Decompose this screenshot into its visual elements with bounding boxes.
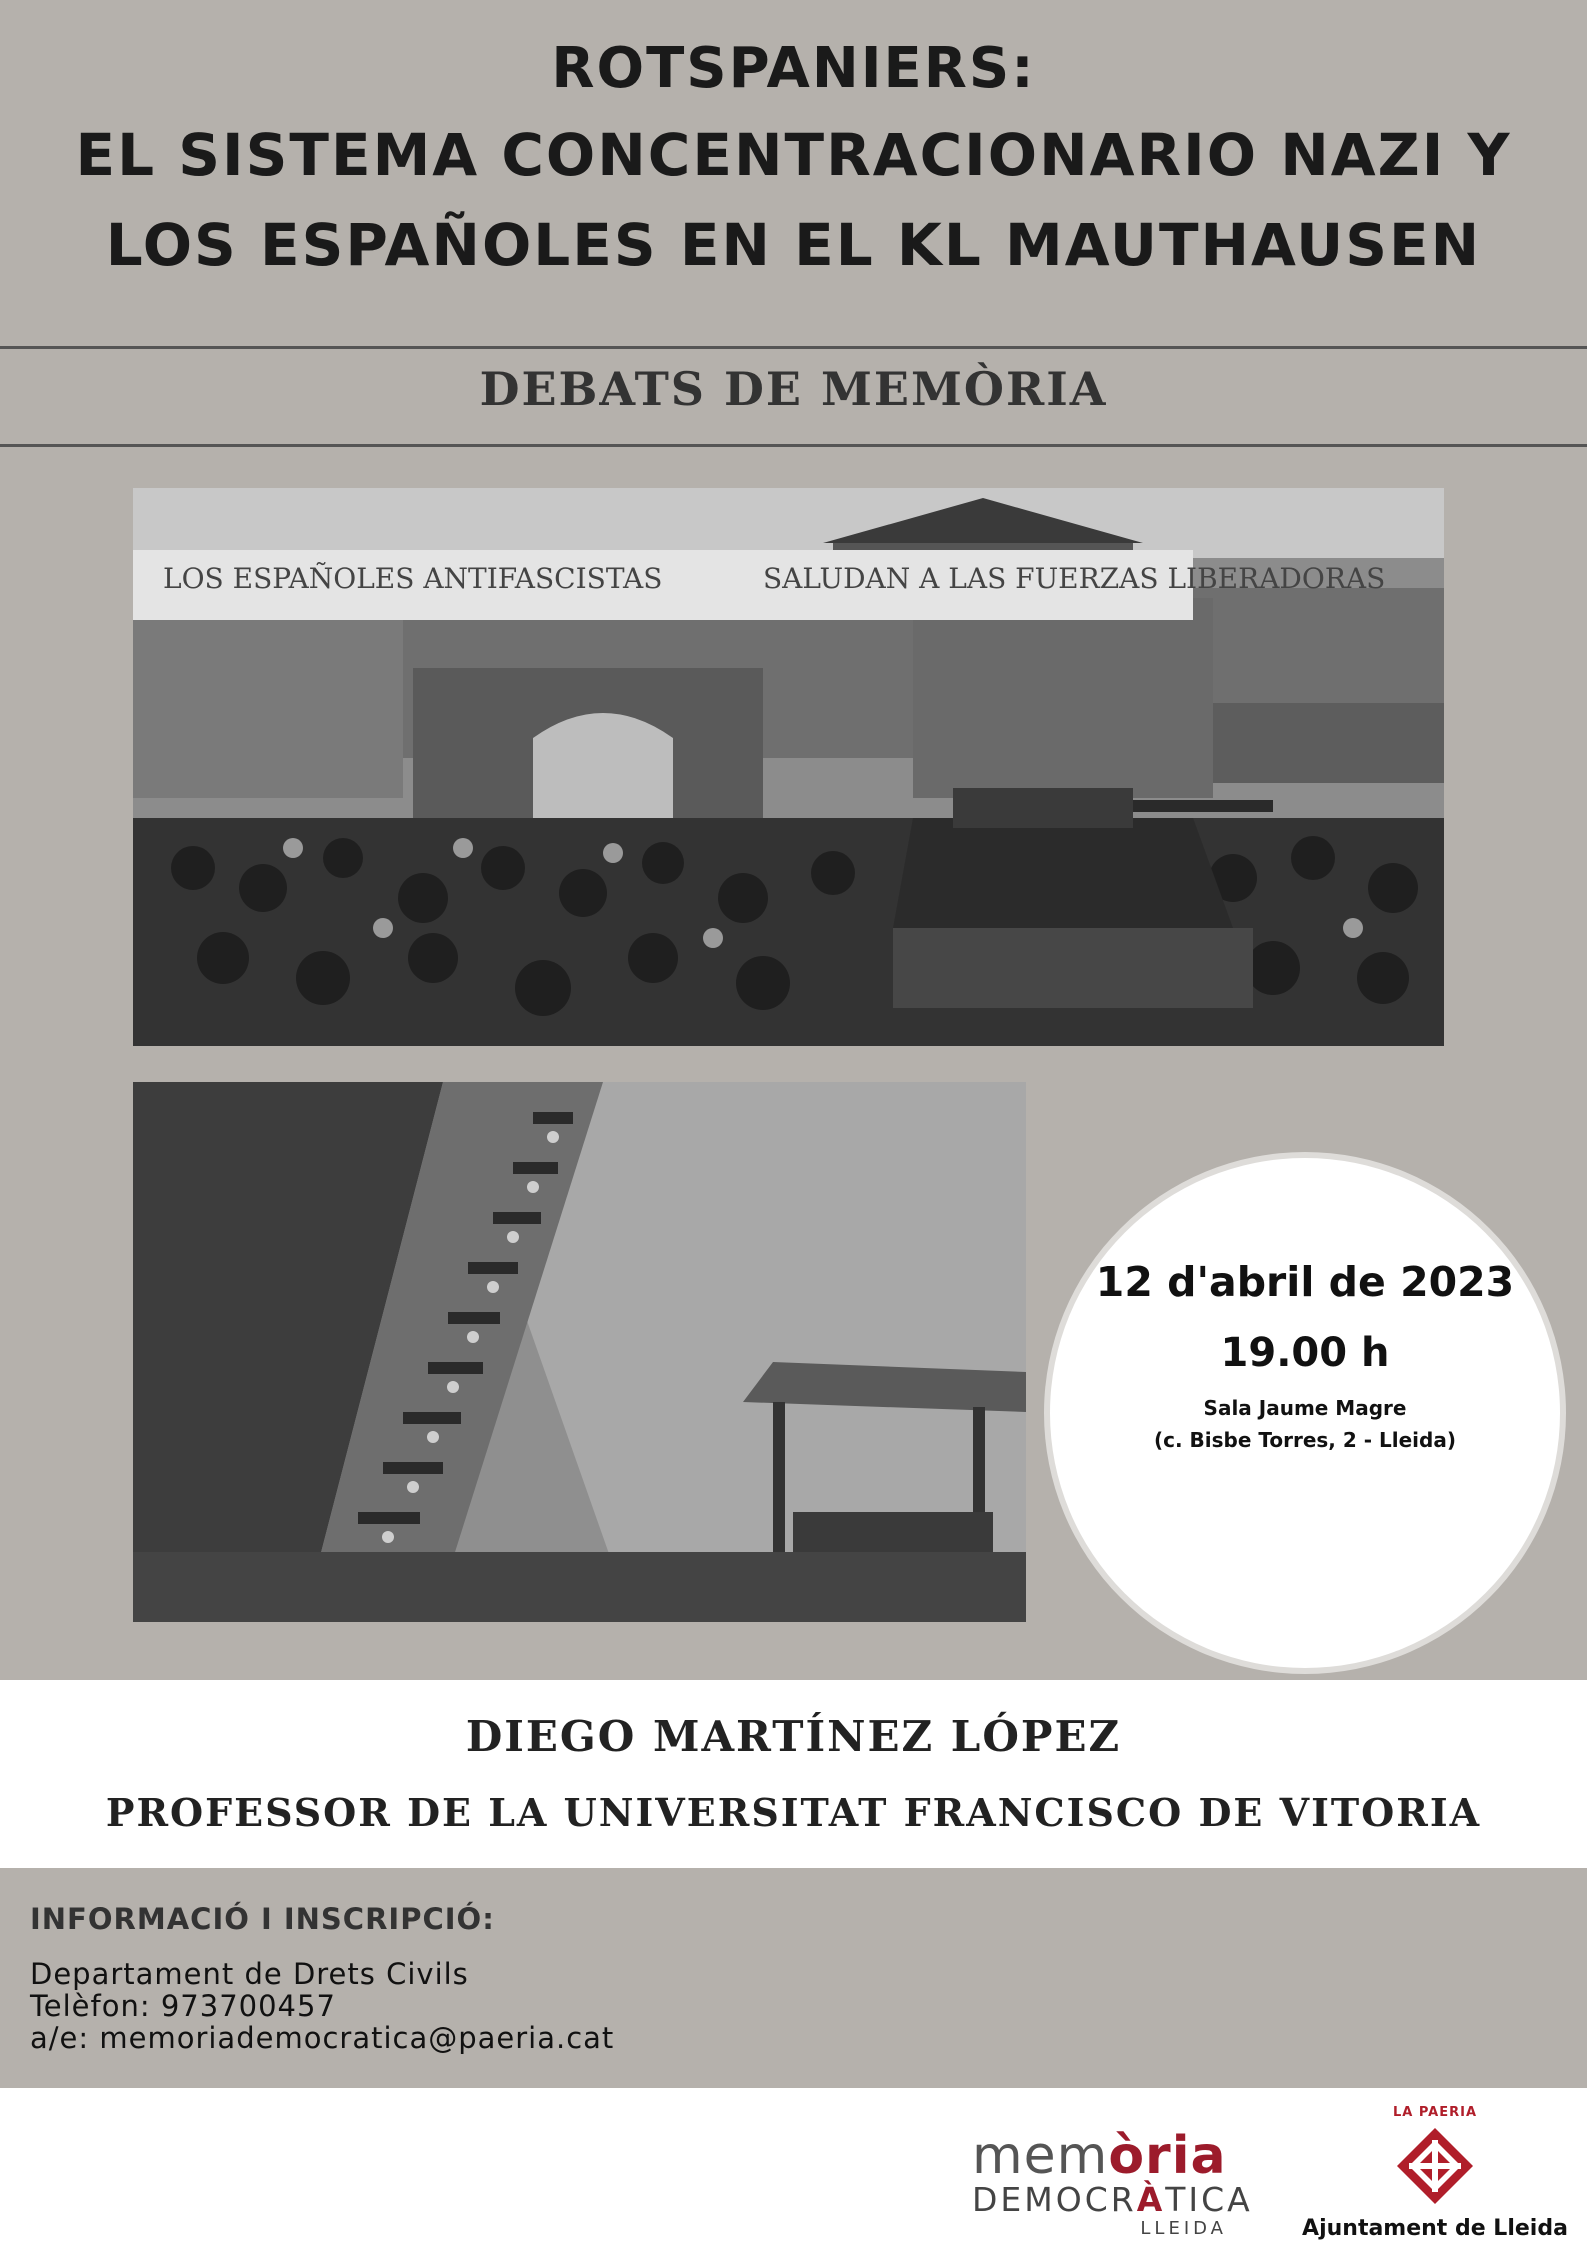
info-email: a/e: memoriademocratica@paeria.cat [30,2021,615,2055]
event-venue [1050,1392,1560,1456]
logo-part: DEMOCR [972,2180,1137,2219]
ajuntament-lleida-logo [1300,2105,1570,2241]
divider-top [0,346,1587,349]
logo-accent: À [1136,2180,1166,2219]
logo-accent: ò [1108,2126,1146,2186]
venue-name: Sala Jaume Magre [1203,1396,1407,1420]
logo-word-democratica [972,2180,1253,2219]
logo-accent-tail: ria [1145,2126,1227,2186]
logo-word-memoria [972,2126,1232,2186]
paeria-emblem-icon [1395,2126,1475,2206]
poster-title [0,28,1587,290]
venue-address: (c. Bisbe Torres, 2 - Lleida) [1153,1428,1456,1452]
paeria-label: LA PAERIA [1392,2105,1478,2120]
speaker-name: DIEGO MARTÍNEZ LÓPEZ [465,1712,1122,1761]
event-time: 19.00 h [1220,1330,1390,1376]
title-line-2: EL SISTEMA CONCENTRACIONARIO NAZI Y [75,121,1512,189]
logo-part: mem [972,2126,1109,2186]
photo-quarry-stairs-illustration [133,1082,1026,1622]
speaker-role: PROFESSOR DE LA UNIVERSITAT FRANCISCO DE VITORIA [105,1790,1482,1835]
logo-part-tail: TICA [1165,2180,1253,2219]
title-line-1: ROTSPANIERS: [551,36,1036,101]
title-line-3: LOS ESPAÑOLES EN EL KL MAUTHAUSEN [105,211,1482,279]
info-heading: INFORMACIÓ I INSCRIPCIÓ: [30,1902,495,1936]
series-title: DEBATS DE MEMÒRIA [479,362,1108,416]
logo-word-lleida: LLEIDA [1140,2218,1227,2239]
info-block [30,1958,614,2054]
info-phone: Telèfon: 973700457 [30,1989,336,2023]
event-date: 12 d'abril de 2023 [1095,1258,1515,1306]
divider-bottom [0,444,1587,447]
memoria-democratica-logo [972,2126,1253,2239]
banner-left-text: LOS ESPAÑOLES ANTIFASCISTAS [163,562,663,595]
ajuntament-name: Ajuntament de Lleida [1302,2216,1568,2241]
photo-quarry-stairs [133,1082,1026,1622]
photo-camp-liberation-illustration [133,488,1444,1046]
speaker-band [0,1680,1587,1868]
banner-right-text: SALUDAN A LAS FUERZAS LIBERADORAS [763,562,1386,595]
info-department: Departament de Drets Civils [30,1957,469,1991]
photo-camp-liberation [133,488,1444,1046]
